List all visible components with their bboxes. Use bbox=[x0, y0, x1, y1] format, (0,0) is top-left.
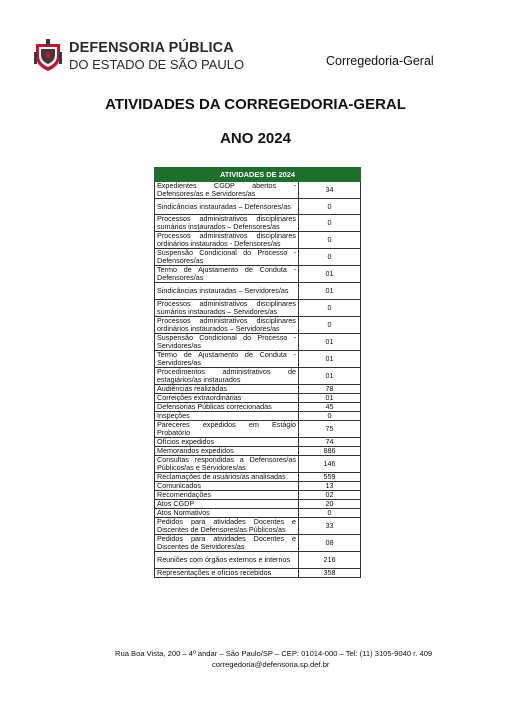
table-row bbox=[155, 518, 361, 535]
activity-count: 01 bbox=[299, 394, 361, 403]
activity-count: 0 bbox=[299, 232, 361, 249]
activity-label: Processos administrativos disciplinares sumários instaurados – Defensores/as bbox=[155, 215, 299, 232]
activity-count: 0 bbox=[299, 509, 361, 518]
activity-count: 08 bbox=[299, 535, 361, 552]
table-row bbox=[155, 456, 361, 473]
activity-label: Ofícios expedidos bbox=[155, 438, 299, 447]
activity-label: Pedidos para atividades Docentes e Discentes de Defensores/as Públicos/as bbox=[155, 518, 299, 535]
activity-count: 01 bbox=[299, 334, 361, 351]
activity-label: Reuniões com órgãos externos e internos bbox=[155, 552, 299, 569]
activity-count: 13 bbox=[299, 482, 361, 491]
activity-label: Inspeções bbox=[155, 412, 299, 421]
activity-label: Sindicâncias instauradas – Defensores/as bbox=[155, 199, 299, 215]
footer-address: Rua Boa Vista, 200 – 4º andar – São Paulo/SP – CEP: 01014-000 – Tel: (11) 3105-9040 r. 409 bbox=[115, 649, 433, 658]
activity-label: Recomendações bbox=[155, 491, 299, 500]
table-row bbox=[155, 368, 361, 385]
defensoria-logo-icon bbox=[33, 38, 63, 72]
activity-count: 01 bbox=[299, 266, 361, 283]
activity-label: Pedidos para atividades Docentes e Discentes de Servidores/as bbox=[155, 535, 299, 552]
activity-count: 146 bbox=[299, 456, 361, 473]
activity-count: 0 bbox=[299, 300, 361, 317]
table-row bbox=[155, 215, 361, 232]
activity-label: Pareceres expedidos em Estágio Probatório bbox=[155, 421, 299, 438]
activity-count: 0 bbox=[299, 249, 361, 266]
activity-count: 02 bbox=[299, 491, 361, 500]
activity-label: Sindicâncias instauradas – Servidores/as bbox=[155, 283, 299, 300]
table-row bbox=[155, 266, 361, 283]
activity-count: 358 bbox=[299, 569, 361, 578]
table-row bbox=[155, 300, 361, 317]
activity-label: Processos administrativos disciplinares sumários instaurados – Servidores/as bbox=[155, 300, 299, 317]
activity-count: 78 bbox=[299, 385, 361, 394]
activity-label: Termo de Ajustamento de Conduta - Servidores/as bbox=[155, 351, 299, 368]
activities-table bbox=[154, 167, 361, 578]
activity-count: 34 bbox=[299, 182, 361, 199]
table-row bbox=[155, 232, 361, 249]
activity-count: 559 bbox=[299, 473, 361, 482]
table-row bbox=[155, 351, 361, 368]
year-title: ANO 2024 bbox=[220, 130, 291, 147]
activity-label: Reclamações de usuários/as analisadas bbox=[155, 473, 299, 482]
activity-label: Processos administrativos disciplinares ordinários instaurados - Defensores/as bbox=[155, 232, 299, 249]
activity-count: 0 bbox=[299, 215, 361, 232]
activity-count: 75 bbox=[299, 421, 361, 438]
activity-label: Audiências realizadas bbox=[155, 385, 299, 394]
table-row bbox=[155, 249, 361, 266]
activity-label: Atos CGDP bbox=[155, 500, 299, 509]
table-row bbox=[155, 535, 361, 552]
activity-count: 01 bbox=[299, 351, 361, 368]
activity-count: 216 bbox=[299, 552, 361, 569]
activity-label: Suspensão Condicional do Processo - Servidores/as bbox=[155, 334, 299, 351]
activity-label: Correições extraordinárias bbox=[155, 394, 299, 403]
activity-count: 01 bbox=[299, 283, 361, 300]
activity-label: Termo de Ajustamento de Conduta - Defensores/as bbox=[155, 266, 299, 283]
activity-label: Processos administrativos disciplinares ordinários instaurados – Servidores/as bbox=[155, 317, 299, 334]
activity-label: Representações e ofícios recebidos bbox=[155, 569, 299, 578]
activity-label: Procedimentos administrativos de estagiários/as instaurados bbox=[155, 368, 299, 385]
activity-label: Consultas respondidas a Defensores/as Públicos/as e Servidores/as bbox=[155, 456, 299, 473]
activity-label: Expedientes CGDP abertos - Defensores/as e Servidores/as bbox=[155, 182, 299, 199]
table-row bbox=[155, 182, 361, 199]
brand-name: DEFENSORIA PÚBLICA bbox=[69, 40, 234, 56]
table-row bbox=[155, 569, 361, 578]
table-header-row bbox=[155, 168, 361, 182]
table-row bbox=[155, 421, 361, 438]
department-name: Corregedoria-Geral bbox=[326, 54, 434, 68]
activity-count: 74 bbox=[299, 438, 361, 447]
activity-label: Comunicados bbox=[155, 482, 299, 491]
activity-count: 0 bbox=[299, 412, 361, 421]
activity-count: 0 bbox=[299, 199, 361, 215]
activity-count: 01 bbox=[299, 368, 361, 385]
table-row bbox=[155, 552, 361, 569]
activity-label: Suspensão Condicional do Processo - Defensores/as bbox=[155, 249, 299, 266]
table-row bbox=[155, 334, 361, 351]
footer-email: corregedoria@defensoria.sp.def.br bbox=[212, 660, 330, 669]
brand-subtitle: DO ESTADO DE SÃO PAULO bbox=[69, 57, 245, 72]
activity-count: 0 bbox=[299, 317, 361, 334]
activity-count: 33 bbox=[299, 518, 361, 535]
table-row bbox=[155, 317, 361, 334]
activity-label: Defensorias Públicas correcionadas bbox=[155, 403, 299, 412]
table-row bbox=[155, 283, 361, 300]
activity-label: Memorandos expedidos bbox=[155, 447, 299, 456]
table-header: ATIVIDADES DE 2024 bbox=[155, 168, 361, 182]
table-row bbox=[155, 199, 361, 215]
activity-label: Atos Normativos bbox=[155, 509, 299, 518]
activity-count: 886 bbox=[299, 447, 361, 456]
activity-count: 45 bbox=[299, 403, 361, 412]
activity-count: 20 bbox=[299, 500, 361, 509]
page-title: ATIVIDADES DA CORREGEDORIA-GERAL bbox=[105, 96, 406, 113]
